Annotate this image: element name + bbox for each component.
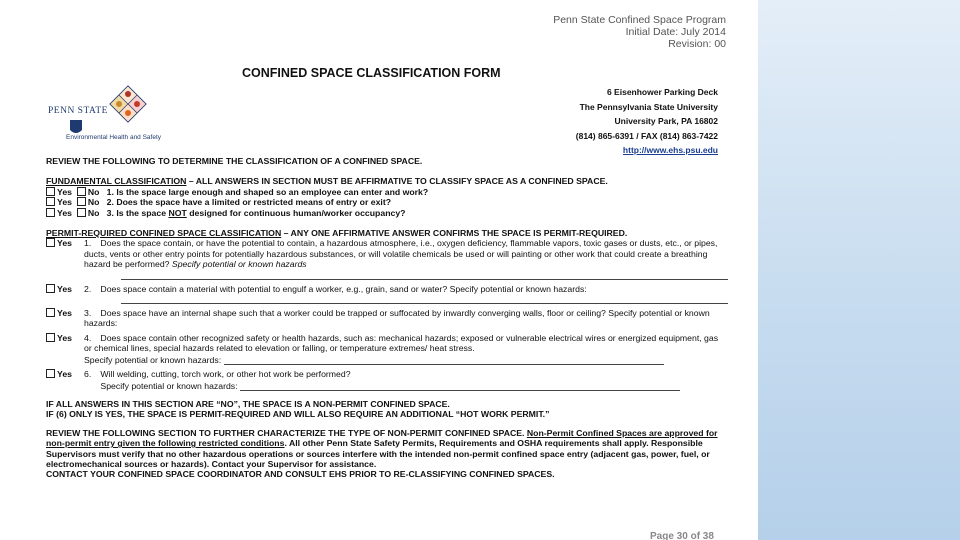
permit-question-1 (46, 238, 728, 269)
question-number: 1. (84, 238, 92, 249)
form-body (46, 156, 728, 480)
specify-hazards-label: Specify potential or known hazards: (84, 354, 222, 365)
permit-question-2 (46, 284, 728, 294)
question-number: 3. (84, 308, 92, 319)
q1-yes-checkbox[interactable] (46, 187, 55, 196)
p4-yes-checkbox[interactable] (46, 333, 55, 342)
address-block (576, 85, 718, 158)
page-number: Page 30 of 38 (650, 531, 714, 540)
question-text: 3. Is the space (106, 207, 169, 218)
permit-instruction: – ANY ONE AFFIRMATIVE ANSWER CONFIRMS THE SPACE IS PERMIT-REQUIRED. (281, 228, 628, 239)
review-intro: REVIEW THE FOLLOWING TO DETERMINE THE CLASSIFICATION OF A CONFINED SPACE. (46, 156, 423, 166)
ehs-website-link[interactable]: http://www.ehs.psu.edu (622, 145, 718, 155)
permit-question-6 (46, 369, 728, 391)
question-text: designed for continuous human/worker occupancy? (186, 207, 406, 218)
q3-yes-checkbox[interactable] (46, 208, 55, 217)
fundamental-heading: FUNDAMENTAL CLASSIFICATION (46, 176, 187, 187)
side-panel-background (758, 0, 960, 540)
question-text: 1. Is the space large enough and shaped so an employee can enter and work? (106, 186, 429, 197)
question-text: Will welding, cutting, torch work, or other hot work be performed? (100, 369, 351, 380)
address-line-1: 6 Eisenhower Parking Deck (606, 87, 718, 97)
p6-yes-checkbox[interactable] (46, 369, 55, 378)
q1-no-checkbox[interactable] (77, 187, 86, 196)
note-hot-work: IF (6) ONLY IS YES, THE SPACE IS PERMIT-REQUIRED AND WILL ALSO REQUIRE AN ADDITIONAL “HOT WORK PERMIT.” (46, 409, 550, 420)
contact-coordinator: CONTACT YOUR CONFINED SPACE COORDINATOR AND CONSULT EHS PRIOR TO RE-CLASSIFYING CONFINED SPACES. (46, 469, 555, 480)
q2-yes-checkbox[interactable] (46, 197, 55, 206)
review2-lead: REVIEW THE FOLLOWING SECTION TO FURTHER CHARACTERIZE THE TYPE OF NON-PERMIT CONFINED SPACE. (46, 427, 527, 438)
question-text: 2. Does the space have a limited or restricted means of entry or exit? (106, 197, 392, 208)
address-line-2: The Pennsylvania State University (579, 101, 718, 112)
permit-heading-line (46, 228, 728, 238)
program-name: Penn State Confined Space Program (553, 14, 726, 26)
address-line-3: University Park, PA 16802 (614, 116, 718, 126)
yes-label: Yes (57, 369, 72, 380)
penn-state-wordmark: PENN STATE (48, 106, 108, 116)
permit-heading: PERMIT-REQUIRED CONFINED SPACE CLASSIFICATION (46, 228, 282, 239)
p1-yes-checkbox[interactable] (46, 238, 55, 247)
question-text: Does space contain other recognized safety or health hazards, such as: mechanical hazards; exposed or vulnerable electrical wires or energized equipment, gas or chemical lines, special hazards related to elevation or falling, or temperature extremes/ heat stress. (84, 332, 719, 354)
yes-label: Yes (57, 207, 72, 218)
question-text: Does the space contain, or have the potential to contain, a hazardous atmosphere, i.e., oxygen deficiency, flammable vapors, toxic gases or dusts, etc., or pipes, ducts, vents or other entry points for potentially hazardous substances, or will volatile chemicals be used or will painting or other work that could create a breathing hazard be performed? (84, 238, 718, 270)
hazard-answer-line[interactable] (121, 270, 728, 280)
hazard-answer-line[interactable] (121, 294, 728, 304)
specify-hazards-label: Specify potential or known hazards: (100, 380, 238, 391)
p3-yes-checkbox[interactable] (46, 308, 55, 317)
document-header (553, 14, 726, 50)
yes-label: Yes (57, 186, 72, 197)
form-title: CONFINED SPACE CLASSIFICATION FORM (242, 66, 501, 80)
question-number: 6. (84, 369, 92, 380)
permit-question-3 (46, 308, 728, 329)
yes-label: Yes (57, 238, 72, 249)
no-label: No (87, 186, 100, 197)
penn-state-ehs-logo (46, 84, 166, 148)
no-label: No (87, 197, 100, 208)
initial-date: Initial Date: July 2014 (625, 26, 726, 38)
yes-label: Yes (57, 283, 72, 294)
ehs-wordmark: Environmental Health and Safety (66, 134, 162, 141)
fundamental-question-3 (46, 208, 728, 218)
question-emphasis: NOT (168, 207, 187, 218)
address-phone: (814) 865-6391 / FAX (814) 863-7422 (575, 130, 718, 141)
question-text: Does space have an internal shape such that a worker could be trapped or suffocated by inwardly converging walls, floor or ceiling? Specify potential or known hazards: (84, 308, 710, 329)
no-label: No (87, 207, 100, 218)
hazard-answer-line[interactable] (224, 354, 664, 365)
specify-hazards-label: Specify potential or known hazards (171, 259, 307, 270)
fundamental-instruction: – ALL ANSWERS IN SECTION MUST BE AFFIRMATIVE TO CLASSIFY SPACE AS A CONFINED SPACE. (186, 176, 608, 187)
hazard-answer-line[interactable] (240, 380, 680, 391)
fundamental-question-2 (46, 197, 728, 207)
yes-label: Yes (57, 332, 72, 343)
review-non-permit-section (46, 428, 728, 470)
question-number: 2. (84, 283, 92, 294)
p2-yes-checkbox[interactable] (46, 284, 55, 293)
yes-label: Yes (57, 197, 72, 208)
fundamental-heading-line (46, 176, 728, 186)
fundamental-question-1 (46, 187, 728, 197)
review2-requirements: . All other Penn State Safety Permits, Requirements and OSHA requirements shall apply. Responsible Supervisors must verify that no other hazardous operations or sources interfere with the intended non-permit confined space entry (adjacent gas, power, fuel, or electromechanical sources or hazards). Contact your Supervisor for assistance. (46, 438, 710, 469)
yes-label: Yes (57, 308, 72, 319)
permit-question-4 (46, 333, 728, 365)
q2-no-checkbox[interactable] (77, 197, 86, 206)
question-number: 4. (84, 332, 92, 343)
review2-restricted-conditions: Non-Permit Confined Spaces are approved for non-permit entry given the following restricted conditions (46, 427, 718, 449)
q3-no-checkbox[interactable] (77, 208, 86, 217)
question-text: Does space contain a material with potential to engulf a worker, e.g., grain, sand or water? Specify potential or known hazards: (100, 283, 587, 294)
revision: Revision: 00 (668, 38, 726, 50)
note-non-permit: IF ALL ANSWERS IN THIS SECTION ARE “NO”, THE SPACE IS A NON-PERMIT CONFINED SPACE. (46, 398, 450, 409)
